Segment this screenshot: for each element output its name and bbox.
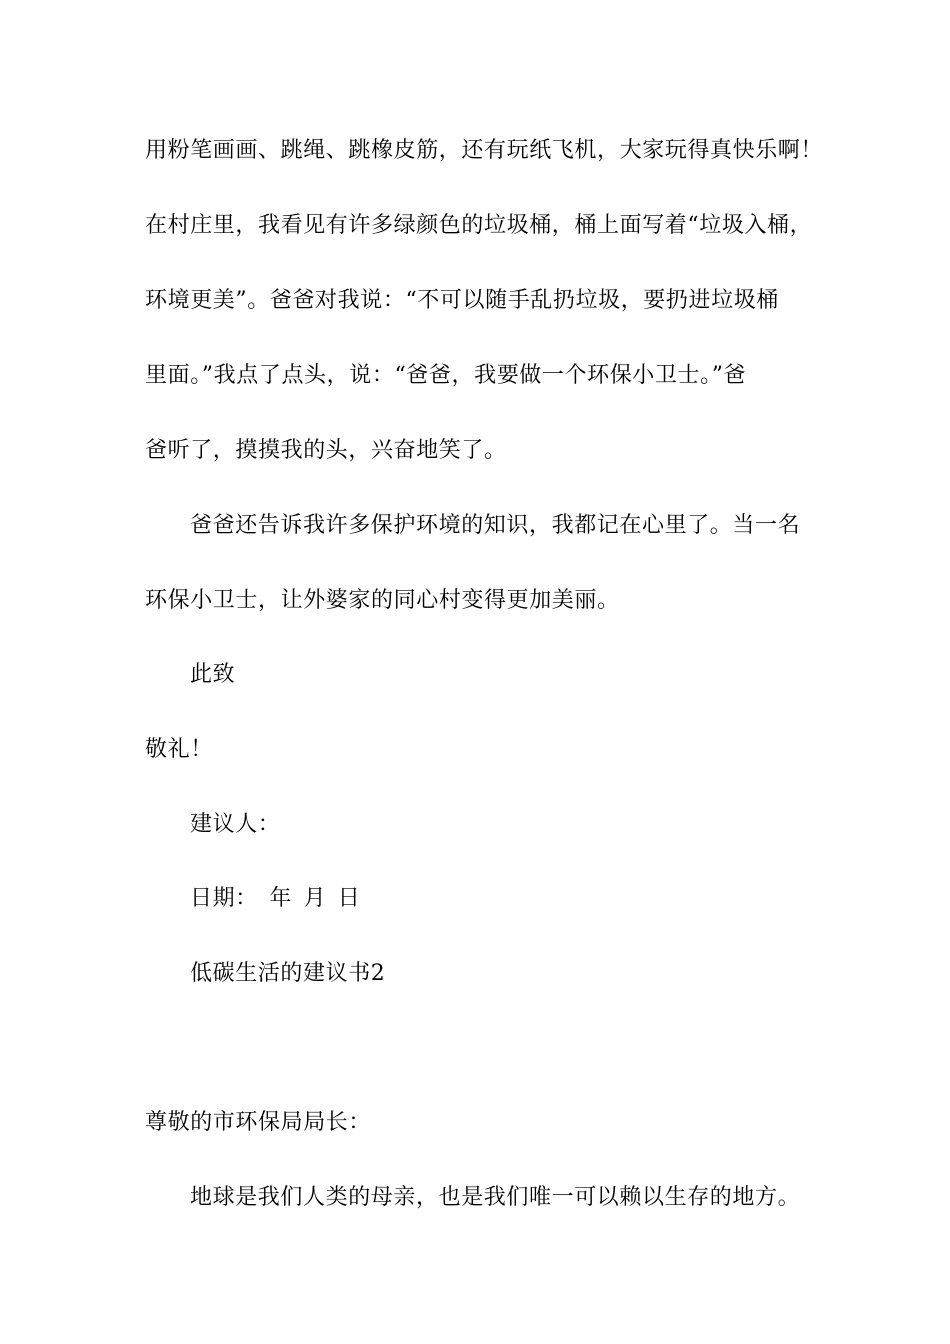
body-text-line: 在村庄里，我看见有许多绿颜色的垃圾桶，桶上面写着“垃圾入桶， <box>145 213 813 238</box>
body-text-line: 用粉笔画画、跳绳、跳橡皮筋，还有玩纸飞机，大家玩得真快乐啊！ <box>145 138 824 163</box>
body-text-line: 环保小卫士，让外婆家的同心村变得更加美丽。 <box>145 588 620 613</box>
signature-label: 建议人： <box>190 812 281 837</box>
body-text-line: 地球是我们人类的母亲，也是我们唯一可以赖以生存的地方。 <box>190 1185 801 1210</box>
section-title: 低碳生活的建议书2 <box>190 961 386 986</box>
letter-greeting: 尊敬的市环保局局长： <box>145 1110 372 1135</box>
date-label: 日期： 年 月 日 <box>190 886 361 911</box>
closing-salutation: 此致 <box>190 662 236 687</box>
body-text-line: 爸爸还告诉我许多保护环境的知识，我都记在心里了。当一名 <box>190 513 801 538</box>
body-text-line: 里面。”我点了点头，说：“爸爸，我要做一个环保小卫士。”爸 <box>145 363 747 388</box>
body-text-line: 爸听了，摸摸我的头，兴奋地笑了。 <box>145 438 507 463</box>
body-text-line: 环境更美”。爸爸对我说：“不可以随手乱扔垃圾，要扔进垃圾桶 <box>145 288 779 313</box>
closing-regards: 敬礼！ <box>145 737 213 762</box>
